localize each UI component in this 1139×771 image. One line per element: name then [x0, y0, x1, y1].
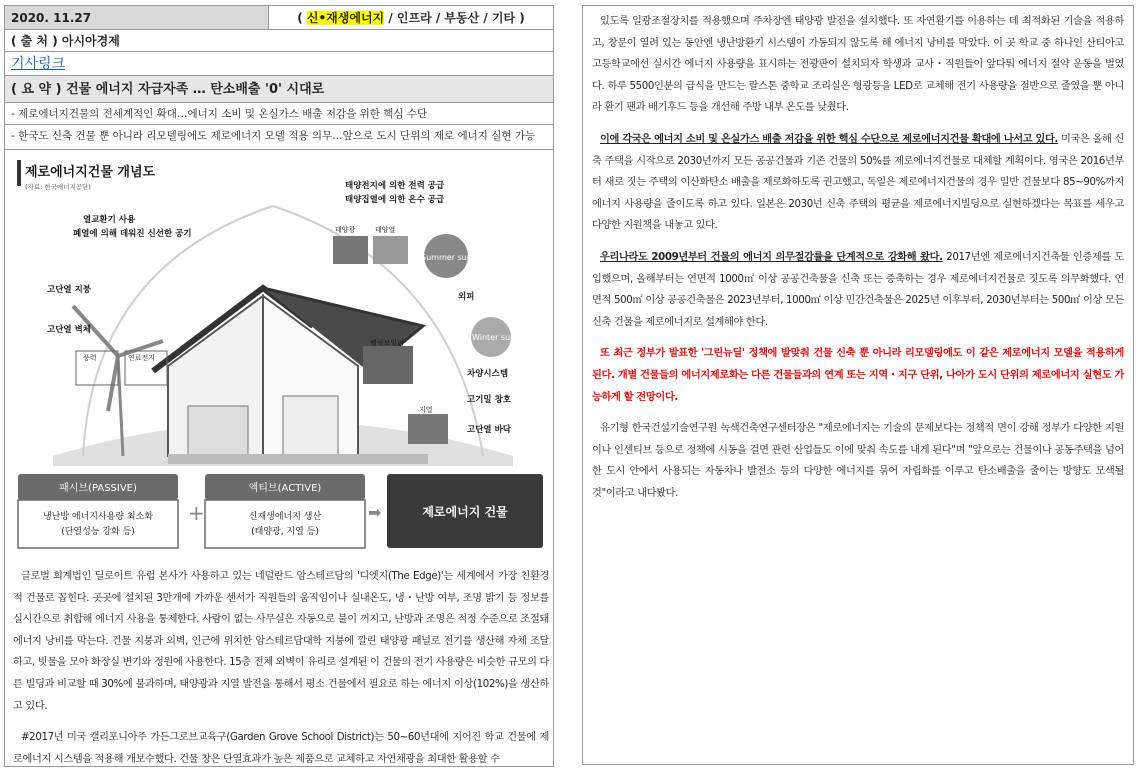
- right-paragraph-2-underlined: 이에 각국은 에너지 소비 및 온실가스 배출 저감을 위한 핵심 수단으로 제로에너지건물 확대에 나서고 있다.: [600, 133, 1059, 145]
- figure-credit: (자료: 한국에너지공단): [25, 183, 91, 191]
- label-winter-sun: Winter sun: [472, 333, 516, 342]
- label-solar-heat: 태양집열에 의한 온수 공급: [345, 195, 445, 205]
- label-ventilation-1: 열교환기 사용: [83, 215, 136, 225]
- summary-bullet-1: - 제로에너지건물의 전세계적인 확대…에너지 소비 및 온실가스 배출 저감을 위한 핵심 수단: [5, 103, 553, 125]
- right-paragraph-2-rest: 미국은 올해 신축 주택을 시작으로 2030년까지 모든 공공건물과 기존 건물의 50%를 제로에너지건물로 대체할 계획이다. 영국은 2016년부터 새로 짓는 주택의 이산화탄소 배출을 제로화하도록 권고했고, 독일은 제로에너지건물의 경우 일반 건물보다 85~90%까지 에너지 사용량을 줄이도록 하고 있다. 일본은 2030년 신축 주택의 평균을 제로에너지빌딩으로 실현하겠다는 목표를 세우고 다양한 지원책을 내놓고 있다.: [592, 133, 1124, 232]
- label-solar-power: 태양전지에 의한 전력 공급: [345, 181, 445, 191]
- category-cell: [269, 6, 553, 29]
- label-fuel-cell: 연료전지: [128, 354, 156, 362]
- label-pv-small: 태양광: [335, 226, 356, 234]
- category-rest: / 인프라 / 부동산 / 기타 ): [384, 11, 525, 25]
- label-thermal-small: 태양열: [375, 226, 396, 234]
- right-paragraph-3-underlined: 우리나라도 2009년부터 건물의 에너지 의무절감률을 단계적으로 강화해 왔다.: [600, 251, 943, 263]
- arrow-icon: ➡: [368, 503, 382, 522]
- label-geothermal: 지열: [419, 406, 433, 414]
- left-paragraph-1: 글로벌 회계법인 딜로이트 유럽 본사가 사용하고 있는 네덜란드 암스테르담의 '디엣지(The Edge)'는 세계에서 가장 친환경적 건물로 꼽힌다. 곳곳에 설치된 3만개에 가까운 센서가 직원들의 움직임이나 실내온도, 냉・난방 여부, 조명 밝기 등 정보를 실시간으로 취합해 에너지 사용을 통제한다. 사람이 없는 사무실은 자동으로 불이 꺼지고, 난방과 조명은 적정 수준으로 조절돼 에너지 낭비를 막는다. 건물 지붕과 외벽, 인근에 위치한 암스테르담대학 지붕에 깔린 태양광 패널로 전기를 생산해 자체 조달하고, 빗물을 모아 화장실 변기와 정원에 사용한다. 15층 전체 외벽이 유리로 설계된 이 건물의 전기 사용량은 비슷한 규모의 다른 빌딩과 비교할 때 30%에 불과하며, 태양광과 지열 발전을 통해서 평소 건물에서 필요로 하는 에너지 이상(102%)을 생산하고 있다.: [13, 571, 549, 712]
- source-row: ( 출 처 ) 아시아경제: [5, 30, 553, 52]
- plus-sign: +: [188, 501, 205, 525]
- right-paragraph-3: [592, 247, 1124, 333]
- label-pellet: 펠릿보일러: [370, 339, 404, 347]
- right-paragraph-3-rest: 2017년엔 제로에너지건축물 인증제를 도입했으며, 올해부터는 연면적 1000㎡ 이상 공공건축물을 신축 또는 증축하는 경우 제로에너지건물로 짓도록 의무화했다. 연면적 500㎡ 이상 공공건축물은 2023년부터, 1000㎡ 이상 민간건축물은 2025년 이후부터, 2030년부터는 500㎡ 이상 모든 신축 건물을 제로에너지로 설계해야 한다.: [592, 251, 1124, 328]
- active-text-2: (태양광, 지열 등): [251, 527, 319, 537]
- left-paragraph-2: #2017년 미국 캘리포니아주 가든그로브교육구(Garden Grove School District)는 50~60년대에 지어진 학교 건물에 제로에너지 시스템을 적용해 개보수했다. 건물 창은 단열효과가 높은 제품으로 교체하고 자연채광을 최대한 활용할 수: [13, 732, 549, 765]
- summary-bullet-2: - 한국도 신축 건물 뿐 아니라 리모델링에도 제로에너지 모델 적용 의무…앞으로 도시 단위의 제로 에너지 실현 가능: [5, 125, 553, 150]
- right-paragraph-4: 또 최근 정부가 발표한 '그린뉴딜' 정책에 발맞춰 건물 신축 뿐 아니라 리모델링에도 이 같은 제로에너지 모델을 적용하게 된다. 개별 건물들의 에너지제로화는 다른 건물들과의 연계 또는 지역・지구 단위, 나아가 도시 단위의 제로에너지 실현도 가능하게 할 전망이다.: [592, 348, 1124, 403]
- label-shade: 차양시스템: [467, 369, 509, 379]
- right-page: [582, 5, 1134, 765]
- right-paragraph-1: 있도록 일광조절장치를 적용했으며 주차장엔 태양광 발전을 설치했다. 또 자연환기를 이용하는 데 최적화된 기술을 적용하고, 창문이 열려 있는 동안엔 냉난방환기 시스템이 가동되지 않도록 해 에너지 낭비를 막았다. 이 곳 학교 중 하나인 산티아고 고등학교에선 실시간 에너지 사용량을 표시하는 전광판이 설치되자 학생과 교사・직원들이 앞다퉈 에너지 절약 운동을 벌였다. 하루 5500인분의 급식을 만드는 랄스톤 중학교 조리실은 형광등을 LED로 교체해 전기 사용량을 절반으로 줄였을 뿐 아니라 환기 팬과 배기후드 등을 개선해 주방 내부 온도를 낮췄다.: [592, 16, 1124, 114]
- active-title: 액티브(ACTIVE): [248, 483, 322, 494]
- date-cell: 2020. 11.27: [5, 6, 269, 29]
- passive-title: 패시브(PASSIVE): [59, 483, 137, 494]
- category-highlight: 신•재생에너지: [306, 11, 385, 25]
- active-text-1: 신재생에너지 생산: [248, 512, 322, 522]
- left-body: [13, 566, 549, 767]
- label-outer-wall: 외피: [458, 292, 475, 302]
- article-link[interactable]: 기사링크: [5, 52, 553, 76]
- passive-text-1: 냉난방 에너지사용량 최소화: [42, 512, 154, 522]
- passive-text-2: (단열성능 강화 등): [61, 527, 135, 537]
- right-paragraph-5: 유기형 한국건설기술연구원 녹색건축연구센터장은 "제로에너지는 기술의 문제보다는 정책적 면이 강해 정부가 다양한 지원이나 인센티브 등으로 정책에 시동을 걸면 관련 산업들도 이에 맞춰 속도를 내게 된다"며 "앞으로는 건물이나 공동주택을 넘어 한 도시 안에서 사용되는 자동차나 발전소 등의 다양한 에너지를 묶어 자립화를 이루고 탄소배출을 줄이는 방향도 모색될 것"이라고 내다봤다.: [592, 423, 1124, 499]
- label-window: 고기밀 창호: [467, 395, 512, 405]
- label-summer-sun: Summer sun: [421, 253, 472, 262]
- label-wall: 고단열 벽체: [47, 325, 92, 335]
- label-roof: 고단열 지붕: [47, 285, 92, 295]
- category-open: (: [297, 11, 307, 25]
- result-label: 제로에너지 건물: [422, 505, 508, 519]
- right-body: [592, 11, 1124, 514]
- header-row: [5, 6, 553, 30]
- figure-title: 제로에너지건물 개념도: [25, 165, 156, 180]
- label-floor: 고단열 바닥: [467, 425, 512, 435]
- label-wind: 풍력: [83, 354, 97, 362]
- zero-energy-diagram: [13, 156, 549, 554]
- summary-title: ( 요 약 ) 건물 에너지 자급자족 … 탄소배출 '0' 시대로: [5, 76, 553, 103]
- label-ventilation-2: 폐열에 의해 데워진 신선한 공기: [73, 229, 192, 239]
- left-page: [4, 5, 554, 767]
- right-paragraph-2: [592, 129, 1124, 237]
